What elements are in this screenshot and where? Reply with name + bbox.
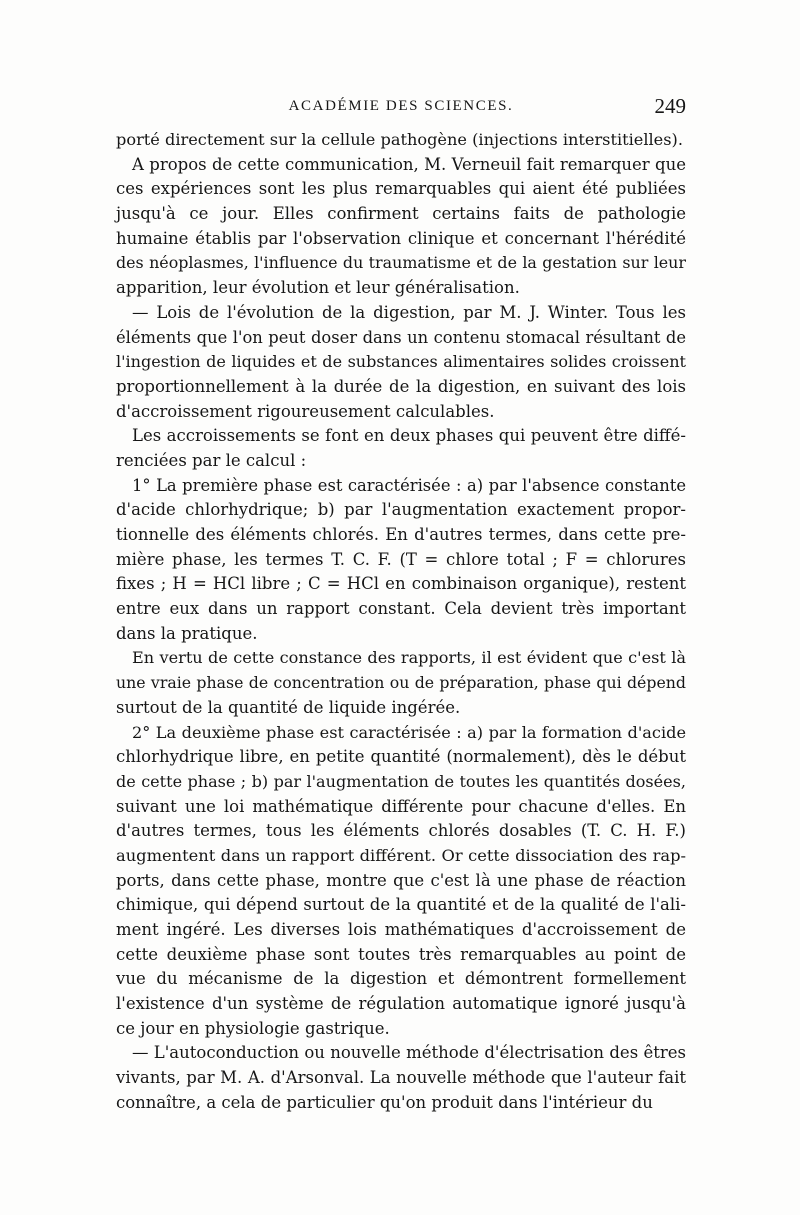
text-line: des néoplasmes, l'influence du traumatisme et de la gestation sur leur <box>116 253 686 273</box>
text-line: connaître, a cela de particulier qu'on produit dans l'intérieur du <box>116 1092 653 1112</box>
text-line: jusqu'à ce jour. Elles confirment certains faits de pathologie <box>116 204 686 224</box>
paragraph <box>116 721 686 1042</box>
text-line: fixes ; H = HCl libre ; C = HCl en combinaison organique), restent <box>116 574 686 594</box>
text-line: porté directement sur la cellule pathogène (injections interstitielles). <box>116 130 683 149</box>
text-line: d'acide chlorhydrique; b) par l'augmentation exactement propor- <box>116 500 686 520</box>
text-line: chlorhydrique libre, en petite quantité (normalement), dès le début <box>116 747 686 767</box>
text-line: A propos de cette communication, M. Verneuil fait remarquer que <box>132 154 686 174</box>
text-line: éléments que l'on peut doser dans un contenu stomacal résultant de <box>116 327 686 347</box>
running-title: ACADÉMIE DES SCIENCES. <box>288 98 514 114</box>
text-line: En vertu de cette constance des rapports, il est évident que c'est là <box>132 648 686 668</box>
text-line: l'existence d'un système de régulation automatique ignoré jusqu'à <box>116 994 686 1014</box>
paragraph <box>116 153 686 301</box>
text-line: 1° La première phase est caractérisée : a) par l'absence constante <box>132 475 686 495</box>
text-line: tionnelle des éléments chlorés. En d'autres termes, dans cette pre- <box>116 525 686 544</box>
paragraph <box>116 474 686 647</box>
paragraph <box>116 301 686 424</box>
body-text <box>116 128 686 1116</box>
text-line: entre eux dans un rapport constant. Cela devient très important <box>116 599 686 619</box>
paragraph <box>116 1041 686 1115</box>
page-number: 249 <box>654 94 686 118</box>
text-line: — L'autoconduction ou nouvelle méthode d'électrisation des êtres <box>132 1043 686 1063</box>
text-line: vivants, par M. A. d'Arsonval. La nouvelle méthode que l'auteur fait <box>116 1068 686 1088</box>
text-line: cette deuxième phase sont toutes très remarquables au point de <box>116 944 686 964</box>
text-line: l'ingestion de liquides et de substances alimentaires solides croissent <box>116 352 686 372</box>
text-line: chimique, qui dépend surtout de la quantité et de la qualité de l'ali- <box>116 895 686 915</box>
text-line: Les accroissements se font en deux phases qui peuvent être diffé- <box>132 426 686 446</box>
paragraph <box>116 646 686 720</box>
text-line: suivant une loi mathématique différente pour chacune d'elles. En <box>116 796 686 816</box>
text-line: ment ingéré. Les diverses lois mathématiques d'accroissement de <box>116 920 686 939</box>
text-line: humaine établis par l'observation clinique et concernant l'hérédité <box>116 228 686 248</box>
text-line: renciées par le calcul : <box>116 450 307 470</box>
text-line: d'accroissement rigoureusement calculables. <box>116 401 495 421</box>
text-line: vue du mécanisme de la digestion et démontrent formellement <box>116 969 686 989</box>
text-line: dans la pratique. <box>116 623 258 643</box>
text-line: apparition, leur évolution et leur généralisation. <box>116 278 520 298</box>
running-head <box>116 94 686 120</box>
text-line: surtout de la quantité de liquide ingérée. <box>116 697 461 717</box>
paragraph <box>116 128 686 153</box>
text-line: d'autres termes, tous les éléments chlorés dosables (T. C. H. F.) <box>116 821 686 841</box>
text-line: — Lois de l'évolution de la digestion, par M. J. Winter. Tous les <box>132 302 686 322</box>
text-line: de cette phase ; b) par l'augmentation de toutes les quantités dosées, <box>116 771 686 791</box>
text-line: ports, dans cette phase, montre que c'est là une phase de réaction <box>116 870 686 890</box>
text-line: mière phase, les termes T. C. F. (T = chlore total ; F = chlorures <box>116 549 686 569</box>
text-line: ce jour en physiologie gastrique. <box>116 1018 390 1038</box>
text-line: augmentent dans un rapport différent. Or cette dissociation des rap- <box>116 845 686 865</box>
text-line: une vraie phase de concentration ou de préparation, phase qui dépend <box>116 673 686 693</box>
text-line: ces expériences sont les plus remarquables qui aient été publiées <box>116 179 686 199</box>
text-line: proportionnellement à la durée de la digestion, en suivant des lois <box>116 376 686 396</box>
paragraph <box>116 424 686 473</box>
text-line: 2° La deuxième phase est caractérisée : a) par la formation d'acide <box>132 722 686 742</box>
